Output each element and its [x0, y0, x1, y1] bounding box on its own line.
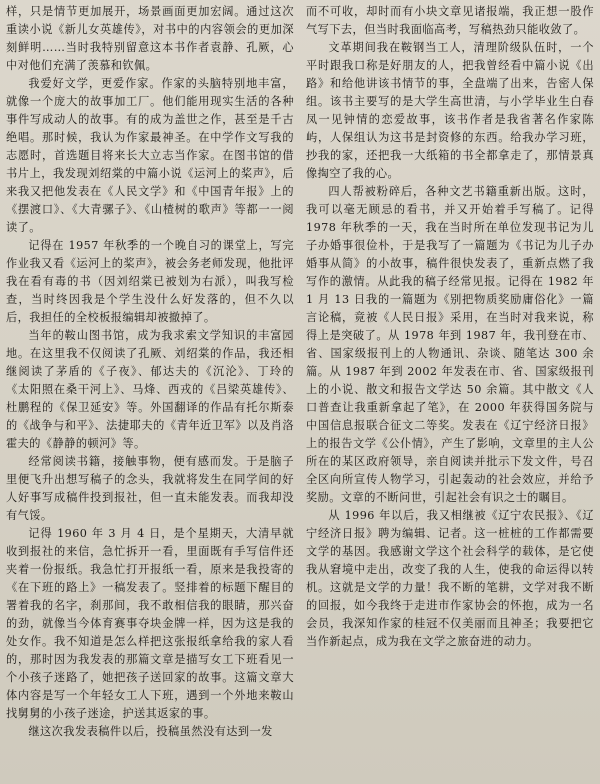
paragraph: 文革期间我在鞍钢当工人，清理阶级队伍时，一个平时跟我口称是好朋友的人，把我曾经看中篇小说《出路》和给他讲该书情节的事，全盘端了出来，告密人保组。该书主要写的是大学生高世清，与小学毕业生白春凤一见钟情的恋爱故事，该书作者是我省著名作家陈屿，人保组认为这书是封资修的东西。给我办学习班，抄我的家，还把我一大纸箱的书全都拿走了，那情景真像掏空了我的心。 — [306, 41, 594, 180]
paragraph: 从 1996 年以后，我又相继被《辽宁农民报》、《辽宁经济日报》聘为编辑、记者。这一桩桩的工作都需要文学的基因。我感谢文学这个社会科学的载体，是它使我从窘境中走出，改变了我的人生，使我的命运得以转机。这就是文学的力量！我不断的笔耕，文学对我不断的回报，如今我终于走进市作家协会的怀抱，成为一名会员，我深知作家的桂冠不仅美丽而且神圣；我要把它当作新起点，成为我在文学之旅奋进的动力。 — [306, 509, 594, 648]
paragraph: 四人帮被粉碎后，各种文艺书籍重新出版。这时，我可以毫无顾忌的看书，并又开始着手写稿了。记得 1978 年秋季的一天，我在当时所在单位发现书记为儿子办婚事很俭朴，于是我写了一篇题为《书记为儿子办婚事从简》的小故事，稿件很快发表了，重新点燃了我写作的激情。从此我的稿子经常见报。记得在 1982 年 1 月 13 日我的一篇题为《别把物质奖励庸俗化》一篇言论稿，竟被《人民日报》采用，在当时对我来说，称得上是突破了。从 1978 年到 1987 年，我刊登在市、省、国家级报刊上的人物通讯、杂谈、随笔达 300 余篇。从 1987 年到 2002 年发表在市、省、国家级报刊上的小说、散文和报告文学达 50 余篇。其中散文《人口普查让我重新拿起了笔》，在 2000 年获得国务院与中国信息报联合征文二等奖。发表在《辽宁经济日报》上的报告文学《公仆情》，产生了影响，文章里的主人公所在的某区政府领导，亲自阅读并批示下发文件，号召全区向所宣传人物学习，引起轰动的社会效应，并给予奖励。文章的不断问世，引起社会有识之士的瞩目。 — [306, 185, 594, 504]
right-text-column — [306, 3, 594, 784]
paragraph: 而不可收，却时而有小块文章见诸报端，我正想一股作气写下去，但当时我面临高考，写稿热劲只能收敛了。 — [306, 5, 594, 36]
paragraph: 记得在 1957 年秋季的一个晚自习的课堂上，写完作业我又看《运河上的桨声》，被会务老师发现，他批评我在看有毒的书（因刘绍棠已被划为右派），叫我写检查，当时终因我是个学生没什么好发落的，但不久以后，我担任的全校板报编辑却被撤掉了。 — [6, 239, 294, 324]
left-text-column — [6, 3, 294, 784]
paragraph: 样，只是情节更加展开，场景画面更加宏阔。通过这次重读小说《新儿女英雄传》，对书中的内容领会的更加深刻鲜明……当时我特别留意这本书作者袁静、孔厥，心中对他们充满了羡慕和钦佩。 — [6, 5, 294, 72]
paragraph: 我爱好文学，更爱作家。作家的头脑特别地丰富，就像一个庞大的故事加工厂。他们能用现实生活的各种事件写成动人的故事。有的成为盖世之作，甚至是千古绝唱。那时候，我认为作家最神圣。在中学作文写我的志愿时，首选题目将来长大立志当作家。在图书馆的借书片上，我发现刘绍棠的中篇小说《运河上的桨声》，后来我又把他发表在《人民文学》和《中国青年报》上的《摆渡口》、《大青骡子》、《山楂树的歌声》等都一一阅读了。 — [6, 77, 294, 234]
paragraph: 继这次我发表稿件以后，投稿虽然没有达到一发 — [28, 725, 273, 738]
paragraph: 记得 1960 年 3 月 4 日，是个星期天，大清早就收到报社的来信，急忙拆开一看，里面既有手写信件还夹着一份报纸。我急忙打开报纸一看，原来是我投寄的《在下班的路上》一稿发表了。竖排着的标题下醒目的署着我的名字，刹那间，我不敢相信我的眼睛，那兴奋的劲，就像当今体育赛事夺块金牌一样，因为这是我的处女作。我不知道是怎么样把这张报纸拿给我的家人看的，那时因为我发表的那篇文章是描写女工下班看见一个小孩子迷路了，她把孩子送回家的故事。这篇文章大体内容是写一个年轻女工人下班，遇到一个外地来鞍山找舅舅的小孩子迷途，护送其返家的事。 — [6, 527, 294, 720]
paragraph: 当年的鞍山图书馆，成为我求索文学知识的丰富园地。在这里我不仅阅读了孔厥、刘绍棠的作品，我还相继阅读了茅盾的《子夜》、郁达夫的《沉沦》、丁玲的《太阳照在桑干河上》、马烽、西戎的《吕梁英雄传》、杜鹏程的《保卫延安》等。外国翻译的作品有托尔斯泰的《战争与和平》、法捷耶夫的《青年近卫军》以及肖洛霍夫的《静静的顿河》等。 — [6, 329, 294, 450]
paragraph: 经常阅读书籍，接触事物，便有感而发。于是脑子里便飞升出想写稿子的念头，我就将发生在同学间的好人好事写成稿件投到报社，但一直未能发表。而我却没有气馁。 — [6, 455, 294, 522]
